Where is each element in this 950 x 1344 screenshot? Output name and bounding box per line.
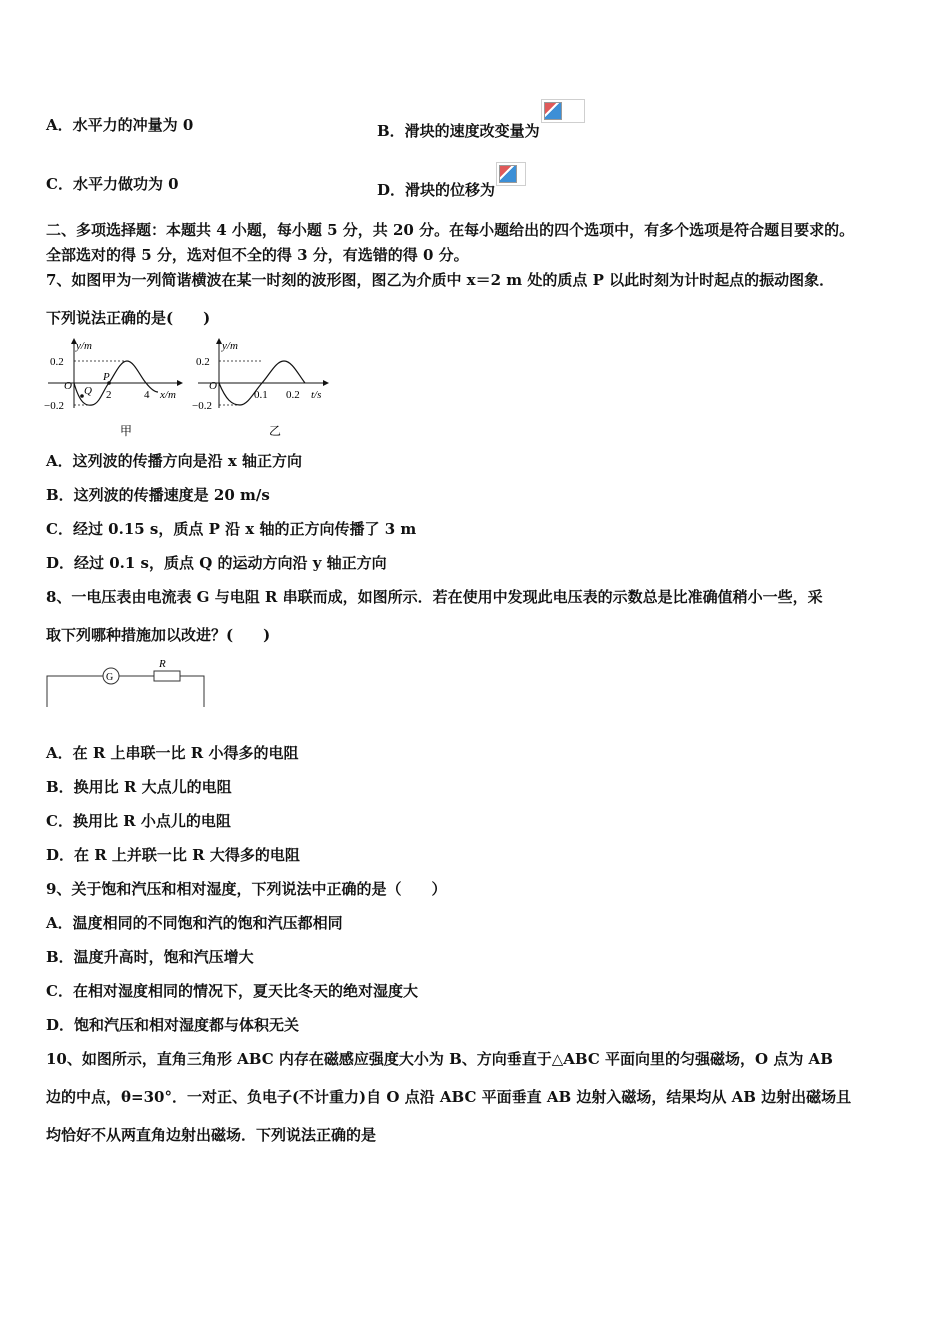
q9-stem: 9、关于饱和汽压和相对湿度，下列说法中正确的是（ ） [46, 880, 447, 898]
q8-stem-line1: 8、一电压表由电流表 G 与电阻 R 串联而成，如图所示．若在使用中发现此电压表的示数总是比准确值稍小一些，采 [46, 588, 823, 606]
q6-option-d-text: D．滑块的位移为 [377, 181, 496, 199]
q6-option-c: C．水平力做功为 0 [46, 175, 179, 193]
vib-ttick-1: 0.1 [254, 389, 268, 401]
q7-figure-vibration [192, 336, 342, 444]
vib-ttick-2: 0.2 [286, 389, 300, 401]
q8-option-a: A．在 R 上串联一比 R 小得多的电阻 [46, 744, 299, 762]
q6-option-d [377, 174, 526, 200]
wave-xtick-4: 4 [144, 389, 150, 401]
section2-line1: 二、多项选择题：本题共 4 小题，每小题 5 分，共 20 分。在每小题给出的四个选项中，有多个选项是符合题目要求的。 [46, 221, 855, 239]
q10-stem-line2: 边的中点，θ=30°．一对正、负电子(不计重力)自 O 点沿 ABC 平面垂直 AB 边射入磁场，结果均从 AB 边射出磁场且 [46, 1088, 852, 1106]
broken-image-icon [496, 162, 526, 186]
q8-option-d: D．在 R 上并联一比 R 大得多的电阻 [46, 846, 300, 864]
wave-ylabel: y/m [76, 340, 92, 352]
q9-option-b: B．温度升高时，饱和汽压增大 [46, 948, 254, 966]
q7-figure-wave [42, 336, 192, 444]
wave-xlabel: x/m [160, 389, 176, 401]
resistor-symbol [154, 671, 180, 681]
section2-line2: 全部选对的得 5 分，选对但不全的得 3 分，有选错的得 0 分。 [46, 246, 469, 264]
broken-image-icon [541, 99, 585, 123]
vib-caption: 乙 [269, 424, 282, 438]
q8-stem-line2: 取下列哪种措施加以改进？( ) [46, 626, 271, 644]
circuit-label-g: G [106, 672, 114, 683]
q9-option-d: D．饱和汽压和相对湿度都与体积无关 [46, 1016, 300, 1034]
wave-origin: O [64, 380, 72, 392]
q6-option-a: A．水平力的冲量为 0 [46, 116, 194, 134]
q8-circuit-figure [44, 655, 210, 715]
wave-caption: 甲 [120, 424, 133, 438]
q7-option-a: A．这列波的传播方向是沿 x 轴正方向 [46, 452, 303, 470]
vib-ytick-bottom: −0.2 [192, 400, 212, 412]
q10-stem-line1: 10、如图所示，直角三角形 ABC 内存在磁感应强度大小为 B、方向垂直于△ABC 平面向里的匀强磁场，O 点为 AB [46, 1050, 833, 1068]
vib-ylabel: y/m [222, 340, 238, 352]
wave-label-q: Q [84, 385, 92, 397]
q7-option-b: B．这列波的传播速度是 20 m/s [46, 486, 270, 504]
q7-stem-line1: 7、如图甲为一列简谐横波在某一时刻的波形图，图乙为介质中 x＝2 m 处的质点 P 以此时刻为计时起点的振动图象． [46, 271, 835, 289]
q8-option-c: C．换用比 R 小点儿的电阻 [46, 812, 231, 830]
vib-ytick-top: 0.2 [196, 356, 210, 368]
wave-ytick-bottom: −0.2 [44, 400, 64, 412]
q7-option-c: C．经过 0.15 s，质点 P 沿 x 轴的正方向传播了 3 m [46, 520, 417, 538]
vib-tlabel: t/s [311, 389, 322, 401]
q9-option-c: C．在相对湿度相同的情况下，夏天比冬天的绝对湿度大 [46, 982, 418, 1000]
q9-option-a: A．温度相同的不同饱和汽的饱和汽压都相同 [46, 914, 343, 932]
circuit-label-r: R [159, 658, 166, 670]
wave-label-p: P [103, 371, 110, 383]
vib-origin: O [209, 380, 217, 392]
q10-stem-line3: 均恰好不从两直角边射出磁场．下列说法正确的是 [46, 1126, 377, 1144]
q8-option-b: B．换用比 R 大点儿的电阻 [46, 778, 232, 796]
q6-option-b [377, 115, 585, 141]
q7-option-d: D．经过 0.1 s，质点 Q 的运动方向沿 y 轴正方向 [46, 554, 387, 572]
wave-xtick-2: 2 [106, 389, 112, 401]
q7-stem-line2: 下列说法正确的是( ) [46, 309, 211, 327]
q6-option-b-text: B．滑块的速度改变量为 [377, 122, 540, 140]
wave-ytick-top: 0.2 [50, 356, 64, 368]
